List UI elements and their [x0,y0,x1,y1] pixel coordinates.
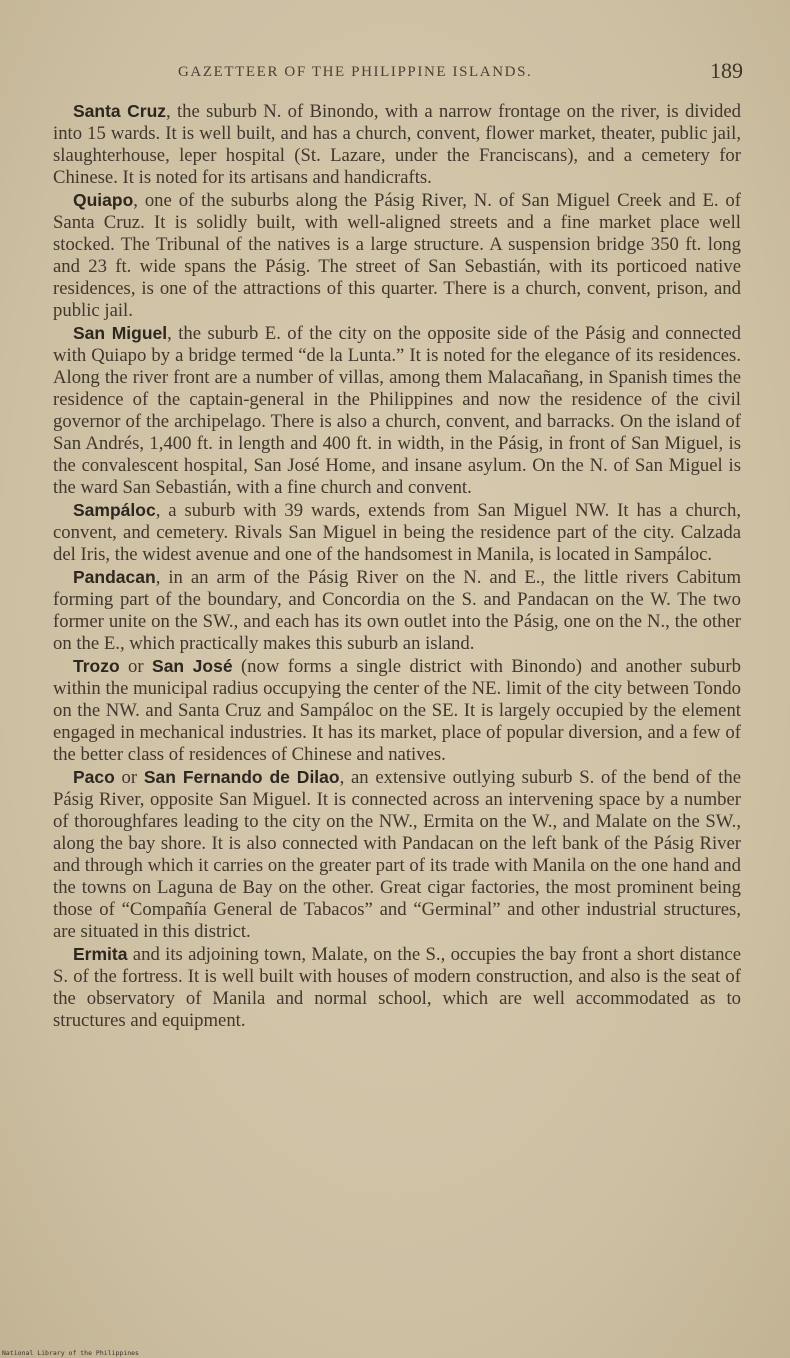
entry-heading: Paco [73,767,115,787]
page-header [0,58,790,88]
entry-trozo [53,655,741,766]
entry-paco [53,766,741,943]
entry-heading: Trozo [73,656,120,676]
entry-heading: Sampáloc [73,500,156,520]
entry-heading-alt: San Fernando de Dilao [143,767,340,787]
entry-heading-alt: San José [152,656,233,676]
entry-text: , the suburb E. of the city on the opposite side of the Pásig and connected with Quiapo by a bridge termed “de la Lunta.” It is noted for the elegance of its residences. Along the river front are a number of villas, among them Malacañang, in Spanish times the residence of the captain-general in the Philippines and now the residence of the civil governor of the archipelago. There is also a church, convent, and barracks. On the island of San Andrés, 1,400 ft. in length and 400 ft. in width, in the Pásig, in front of San Miguel, is the convalescent hospital, San José Home, and insane asylum. On the N. of San Miguel is the ward San Sebastián, with a fine church and convent. [53,323,742,498]
entry-san-miguel [53,322,741,499]
entry-heading: Quiapo [73,190,134,210]
entry-connector: or [119,656,153,677]
entry-ermita [53,943,741,1032]
entry-heading: Santa Cruz [73,101,167,121]
entry-sampaloc [53,499,741,566]
entry-pandacan [53,566,741,655]
library-credit: National Library of the Philippines [2,1349,139,1357]
entry-quiapo [53,189,741,322]
entry-text: , one of the suburbs along the Pásig River, N. of San Miguel Creek and E. of Santa Cruz. It is solidly built, with well-aligned streets and a fine market place well stocked. The Tribunal of the natives is a large structure. A suspension bridge 350 ft. long and 23 ft. wide spans the Pásig. The street of San Sebastián, with its porticoed native residences, is one of the attractions of this quarter. There is a church, convent, prison, and public jail. [53,190,741,321]
entry-connector: or [114,767,144,788]
entry-heading: San Miguel [73,323,168,343]
entry-text: and its adjoining town, Malate, on the S., occupies the bay front a short distance S. of the fortress. It is well built with houses of modern construction, and also is the seat of the observatory of Manila and normal school, which are well accommodated as to structures and equipment. [53,944,741,1031]
entry-text: , a suburb with 39 wards, extends from San Miguel NW. It has a church, convent, and cemetery. Rivals San Miguel in being the residence part of the city. Calzada del Iris, the widest avenue and one of the handsomest in Manila, is located in Sampáloc. [53,500,741,565]
entry-text: , in an arm of the Pásig River on the N. and E., the little rivers Cabitum forming part of the boundary, and Concordia on the S. and Pandacan on the W. The two former unite on the SW., and each has its own outlet into the Pásig, one on the N., the other on the E., which practically makes this suburb an island. [53,567,741,654]
gazetteer-body [53,100,741,1032]
running-head: GAZETTEER OF THE PHILIPPINE ISLANDS. [178,64,533,80]
entry-santa-cruz [53,100,741,189]
entry-text: , the suburb N. of Binondo, with a narrow frontage on the river, is divided into 15 wards. It is well built, and has a church, convent, flower market, theater, public jail, slaughterhouse, leper hospital (St. Lazare, under the Franciscans), and a cemetery for Chinese. It is noted for its artisans and handicrafts. [53,101,741,188]
entry-text: , an extensive outlying suburb S. of the bend of the Pásig River, opposite San Miguel. It is connected across an intervening space by a number of thoroughfares leading to the city on the NW., Ermita on the W., and Malate on the SW., along the bay shore. It is also connected with Pandacan on the left bank of the Pásig River and through which it carries on the greater part of its trade with Manila on the one hand and the towns on Laguna de Bay on the other. Great cigar factories, the most prominent being those of “Compañía General de Tabacos” and “Germinal” and other industrial structures, are situated in this district. [53,767,741,942]
entry-heading: Ermita [73,944,128,964]
page-number: 189 [710,58,743,83]
entry-text: (now forms a single district with Binondo) and another suburb within the municipal radius occupying the center of the NE. limit of the city between Tondo on the NW. and Santa Cruz and Sampáloc on the SE. It is largely occupied by the element engaged in mechanical industries. It has its market, place of popular diversion, and a few of the better class of residences of Chinese and natives. [53,656,741,765]
entry-heading: Pandacan [73,567,156,587]
